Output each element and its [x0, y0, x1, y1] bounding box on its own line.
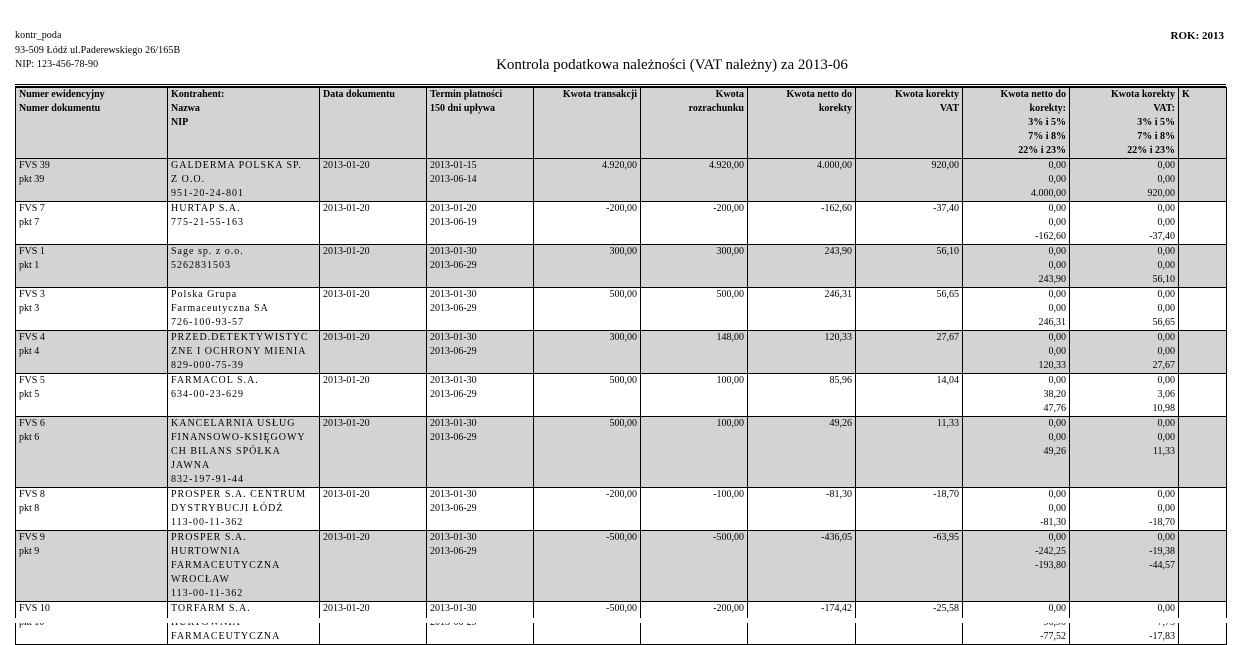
table-row — [16, 202, 1227, 245]
cell-k — [1179, 488, 1227, 531]
cell-rozrachunek: -200,00 — [641, 202, 748, 245]
cell-k — [1179, 202, 1227, 245]
cell-kontrahent: Sage sp. z o.o. 5262831503 — [168, 245, 320, 288]
cell-transakcja: 4.920,00 — [534, 159, 641, 202]
company-name: kontr_poda — [15, 30, 62, 41]
table-row — [16, 417, 1227, 488]
cell-vat-split: 0,00 0,00 56,65 — [1070, 288, 1179, 331]
cell-data: 2013-01-20 — [320, 488, 427, 531]
col-header-vat-split: Kwota korekty VAT: 3% i 5% 7% i 8% 22% i 23% — [1070, 88, 1179, 159]
cell-transakcja: -200,00 — [534, 202, 641, 245]
table-row — [16, 531, 1227, 602]
cell-nr: FVS 4 pkt 4 — [16, 331, 168, 374]
cell-termin: 2013-01-30 2013-06-29 — [427, 331, 534, 374]
company-nip: NIP: 123-456-78-90 — [15, 59, 99, 70]
cell-data: 2013-01-20 — [320, 202, 427, 245]
cell-data: 2013-01-20 — [320, 288, 427, 331]
cell-transakcja: 500,00 — [534, 374, 641, 417]
table-row — [16, 602, 1227, 645]
cell-termin: 2013-01-30 2013-06-29 — [427, 488, 534, 531]
cell-nr: FVS 1 pkt 1 — [16, 245, 168, 288]
cell-netto: 4.000,00 — [748, 159, 856, 202]
cell-rozrachunek: 4.920,00 — [641, 159, 748, 202]
col-header-data: Data dokumentu — [320, 88, 427, 159]
cell-netto: 85,96 — [748, 374, 856, 417]
cell-vat: 920,00 — [856, 159, 963, 202]
cell-data: 2013-01-20 — [320, 531, 427, 602]
report-table — [15, 87, 1227, 645]
cell-k — [1179, 331, 1227, 374]
cell-nr: FVS 10 — [16, 602, 168, 645]
cell-transakcja: -200,00 — [534, 488, 641, 531]
cell-k — [1179, 245, 1227, 288]
table-row — [16, 331, 1227, 374]
cell-vat-split: 0,00 -17,83 — [1070, 602, 1179, 645]
table-row — [16, 159, 1227, 202]
cell-netto-split: 0,00 0,00 4.000,00 — [963, 159, 1070, 202]
cell-transakcja: 500,00 — [534, 288, 641, 331]
cell-rozrachunek: 300,00 — [641, 245, 748, 288]
cell-vat: -37,40 — [856, 202, 963, 245]
cell-nr: FVS 8 pkt 8 — [16, 488, 168, 531]
cell-kontrahent: PROSPER S.A. HURTOWNIA FARMACEUTYCZNA WROCŁAW 113-00-11-362 — [168, 531, 320, 602]
cell-netto: -162,60 — [748, 202, 856, 245]
col-header-rozrachunek: Kwota rozrachunku — [641, 88, 748, 159]
cell-vat: 14,04 — [856, 374, 963, 417]
cell-kontrahent: PRZED.DETEKTYWISTYC ZNE I OCHRONY MIENIA 829-000-75-39 — [168, 331, 320, 374]
cell-transakcja: -500,00 — [534, 602, 641, 645]
cell-vat: 56,65 — [856, 288, 963, 331]
cell-termin: 2013-01-30 2013-06-29 — [427, 417, 534, 488]
cell-vat-split: 0,00 0,00 11,33 — [1070, 417, 1179, 488]
cell-netto-split: 0,00 0,00 246,31 — [963, 288, 1070, 331]
cell-netto: -174,42 — [748, 602, 856, 645]
table-row — [16, 488, 1227, 531]
title-rule-top — [15, 84, 1226, 85]
cell-vat: 27,67 — [856, 331, 963, 374]
cell-rozrachunek: 100,00 — [641, 374, 748, 417]
cell-netto: 246,31 — [748, 288, 856, 331]
cell-termin: 2013-01-30 2013-06-29 — [427, 245, 534, 288]
cell-k — [1179, 602, 1227, 645]
cell-netto-split: 0,00 0,00 49,26 — [963, 417, 1070, 488]
cell-vat-split: 0,00 -19,38 -44,57 — [1070, 531, 1179, 602]
cell-data: 2013-01-20 — [320, 331, 427, 374]
col-header-termin: Termin płatności 150 dni upływa — [427, 88, 534, 159]
cell-rozrachunek: 500,00 — [641, 288, 748, 331]
cell-termin: 2013-01-20 2013-06-19 — [427, 202, 534, 245]
cell-transakcja: 300,00 — [534, 245, 641, 288]
cell-netto-split: 0,00 0,00 120,33 — [963, 331, 1070, 374]
cell-k — [1179, 374, 1227, 417]
cell-vat: -25,58 — [856, 602, 963, 645]
cell-data: 2013-01-20 — [320, 159, 427, 202]
cell-rozrachunek: 100,00 — [641, 417, 748, 488]
cell-nr: FVS 5 pkt 5 — [16, 374, 168, 417]
cell-netto-split: 0,00 0,00 243,90 — [963, 245, 1070, 288]
cell-kontrahent: Polska Grupa Farmaceutyczna SA 726-100-93-57 — [168, 288, 320, 331]
cell-rozrachunek: -200,00 — [641, 602, 748, 645]
table-header-row — [16, 88, 1227, 159]
cell-netto-split: 0,00 0,00 -162,60 — [963, 202, 1070, 245]
cell-k — [1179, 531, 1227, 602]
col-header-transakcja: Kwota transakcji — [534, 88, 641, 159]
cell-kontrahent: PROSPER S.A. CENTRUM DYSTRYBUCJI ŁÓDŹ 113-00-11-362 — [168, 488, 320, 531]
cell-netto-split: 0,00 0,00 -81,30 — [963, 488, 1070, 531]
cell-termin: 2013-01-30 2013-06-29 — [427, 288, 534, 331]
cell-nr: FVS 9 pkt 9 — [16, 531, 168, 602]
cell-netto-split: 0,00 -242,25 -193,80 — [963, 531, 1070, 602]
cell-termin: 2013-01-15 2013-06-14 — [427, 159, 534, 202]
cell-netto: -81,30 — [748, 488, 856, 531]
cell-vat-split: 0,00 3,06 10,98 — [1070, 374, 1179, 417]
cell-vat: 11,33 — [856, 417, 963, 488]
cell-termin: 2013-01-30 2013-06-29 — [427, 374, 534, 417]
cell-vat-split: 0,00 0,00 56,10 — [1070, 245, 1179, 288]
table-row — [16, 245, 1227, 288]
cell-rozrachunek: 148,00 — [641, 331, 748, 374]
cell-k — [1179, 159, 1227, 202]
col-header-netto: Kwota netto do korekty — [748, 88, 856, 159]
cell-kontrahent: GALDERMA POLSKA SP. Z O.O. 951-20-24-801 — [168, 159, 320, 202]
cell-nr: FVS 6 pkt 6 — [16, 417, 168, 488]
cell-nr: FVS 7 pkt 7 — [16, 202, 168, 245]
cell-nr: FVS 3 pkt 3 — [16, 288, 168, 331]
cell-vat-split: 0,00 0,00 920,00 — [1070, 159, 1179, 202]
cell-netto-split: 0,00 38,20 47,76 — [963, 374, 1070, 417]
cell-rozrachunek: -500,00 — [641, 531, 748, 602]
cell-k — [1179, 288, 1227, 331]
cell-kontrahent: HURTAP S.A. 775-21-55-163 — [168, 202, 320, 245]
cell-transakcja: -500,00 — [534, 531, 641, 602]
col-header-kontrahent: Kontrahent: Nazwa NIP — [168, 88, 320, 159]
cell-data: 2013-01-20 — [320, 602, 427, 645]
cell-netto: 49,26 — [748, 417, 856, 488]
cell-nr: FVS 39 pkt 39 — [16, 159, 168, 202]
cell-vat: 56,10 — [856, 245, 963, 288]
cell-vat: -18,70 — [856, 488, 963, 531]
cell-data: 2013-01-20 — [320, 417, 427, 488]
cell-vat-split: 0,00 0,00 -37,40 — [1070, 202, 1179, 245]
cell-termin: 2013-01-30 — [427, 602, 534, 645]
cell-data: 2013-01-20 — [320, 245, 427, 288]
page-bottom-edge — [0, 618, 1236, 623]
table-row — [16, 374, 1227, 417]
cell-netto: -436,05 — [748, 531, 856, 602]
cell-transakcja: 500,00 — [534, 417, 641, 488]
cell-netto-split: 0,00 -77,52 — [963, 602, 1070, 645]
col-header-k: K — [1179, 88, 1227, 159]
col-header-vat: Kwota korekty VAT — [856, 88, 963, 159]
cell-kontrahent: KANCELARNIA USŁUG FINANSOWO-KSIĘGOWY CH BILANS SPÓŁKA JAWNA 832-197-91-44 — [168, 417, 320, 488]
cell-rozrachunek: -100,00 — [641, 488, 748, 531]
cell-netto: 243,90 — [748, 245, 856, 288]
col-header-nr: Numer ewidencyjny Numer dokumentu — [16, 88, 168, 159]
cell-kontrahent: TORFARM S.A. FARMACEUTYCZNA — [168, 602, 320, 645]
cell-vat-split: 0,00 0,00 -18,70 — [1070, 488, 1179, 531]
cell-k — [1179, 417, 1227, 488]
cell-data: 2013-01-20 — [320, 374, 427, 417]
report-title: Kontrola podatkowa należności (VAT należny) za 2013-06 — [496, 57, 848, 73]
table-body — [16, 159, 1227, 645]
cell-termin: 2013-01-30 2013-06-29 — [427, 531, 534, 602]
cell-vat: -63,95 — [856, 531, 963, 602]
cell-netto: 120,33 — [748, 331, 856, 374]
cell-vat-split: 0,00 0,00 27,67 — [1070, 331, 1179, 374]
cell-transakcja: 300,00 — [534, 331, 641, 374]
col-header-netto-split: Kwota netto do korekty: 3% i 5% 7% i 8% 22% i 23% — [963, 88, 1070, 159]
table-row — [16, 288, 1227, 331]
cell-kontrahent: FARMACOL S.A. 634-00-23-629 — [168, 374, 320, 417]
year-label: ROK: 2013 — [1170, 30, 1224, 42]
company-address: 93-509 Łódź ul.Paderewskiego 26/165B — [15, 44, 181, 56]
